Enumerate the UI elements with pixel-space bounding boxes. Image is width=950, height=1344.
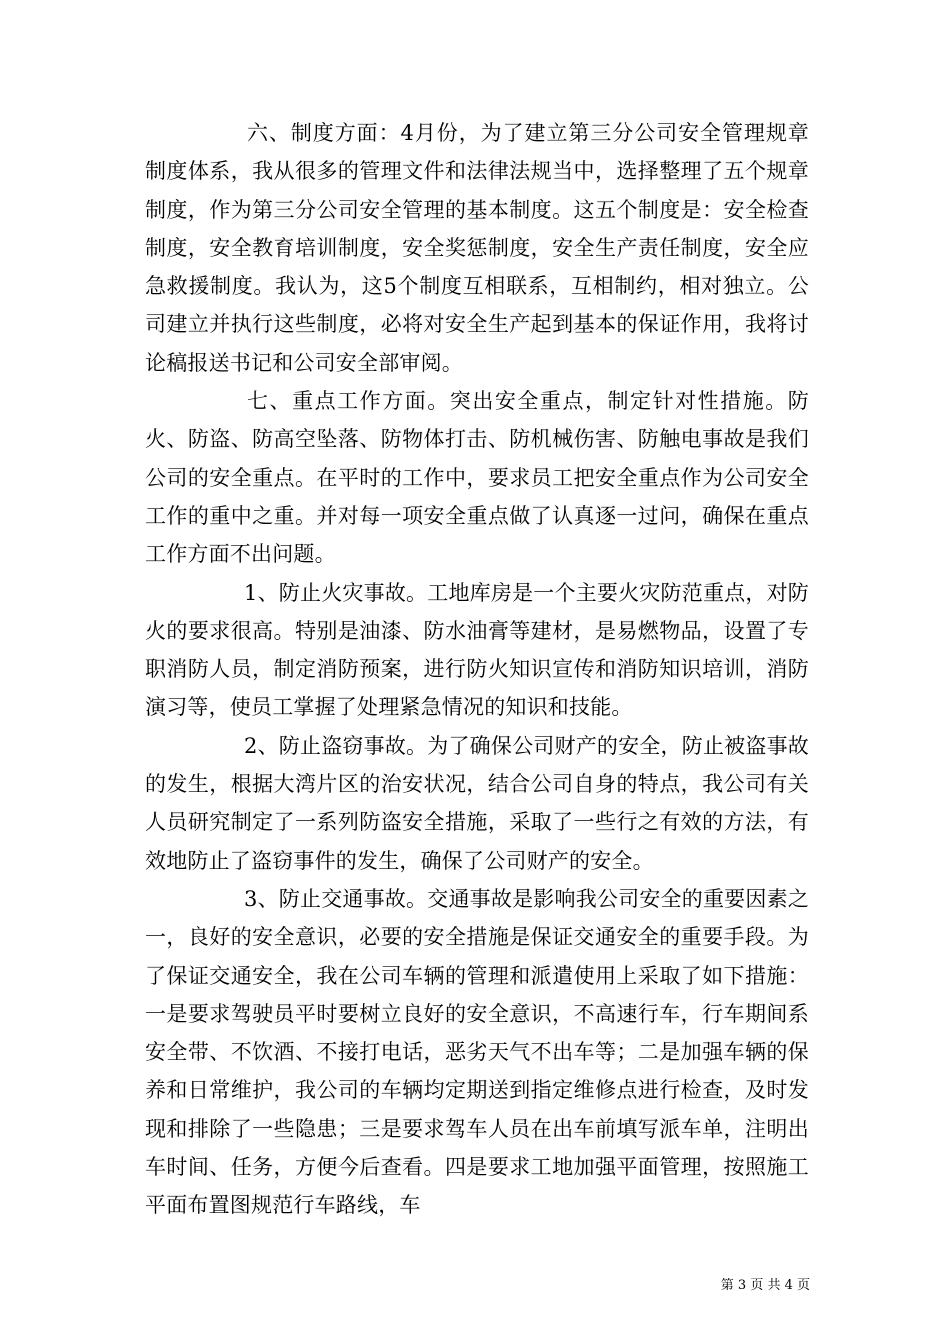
- paragraph-key-work: 七、重点工作方面。突出安全重点，制定针对性措施。防火、防盗、防高空坠落、防物体打击、防机械伤害、防触电事故是我们公司的安全重点。在平时的工作中，要求员工把安全重点作为公司安全工作的重中之重。并对每一项安全重点做了认真逐一过问，确保在重点工作方面不出问题。: [145, 389, 809, 567]
- paragraph-traffic-safety: 3、防止交通事故。交通事故是影响我公司安全的重要因素之一，良好的安全意识，必要的安全措施是保证交通安全的重要手段。为了保证交通安全，我在公司车辆的管理和派遣使用上采取了如下措施：一是要求驾驶员平时要树立良好的安全意识，不高速行车，行车期间系安全带、不饮酒、不接打电话，恶劣天气不出车等；二是加强车辆的保养和日常维护，我公司的车辆均定期送到指定维修点进行检查，及时发现和排除了一些隐患；三是要求驾车人员在出车前填写派车单，注明出车时间、任务，方便今后查看。四是要求工地加强平面管理，按照施工平面布置图规范行车路线，车: [145, 886, 809, 1218]
- page-number-footer: 第 3 页 共 4 页: [720, 1278, 810, 1293]
- document-body: [145, 114, 809, 1225]
- paragraph-theft-prevention: 2、防止盗窃事故。为了确保公司财产的安全，防止被盗事故的发生，根据大湾片区的治安状况，结合公司自身的特点，我公司有关人员研究制定了一系列防盗安全措施，采取了一些行之有效的方法，有效地防止了盗窃事件的发生，确保了公司财产的安全。: [145, 733, 809, 873]
- paragraph-fire-prevention: 1、防止火灾事故。工地库房是一个主要火灾防范重点，对防火的要求很高。特别是油漆、防水油膏等建材，是易燃物品，设置了专职消防人员，制定消防预案，进行防火知识宣传和消防知识培训，消防演习等，使员工掌握了处理紧急情况的知识和技能。: [145, 580, 809, 720]
- paragraph-system-rules: 六、制度方面：4月份，为了建立第三分公司安全管理规章制度体系，我从很多的管理文件和法律法规当中，选择整理了五个规章制度，作为第三分公司安全管理的基本制度。这五个制度是：安全检查制度，安全教育培训制度，安全奖惩制度，安全生产责任制度，安全应急救援制度。我认为，这5个制度互相联系，互相制约，相对独立。公司建立并执行这些制度，必将对安全生产起到基本的保证作用，我将讨论稿报送书记和公司安全部审阅。: [145, 121, 809, 375]
